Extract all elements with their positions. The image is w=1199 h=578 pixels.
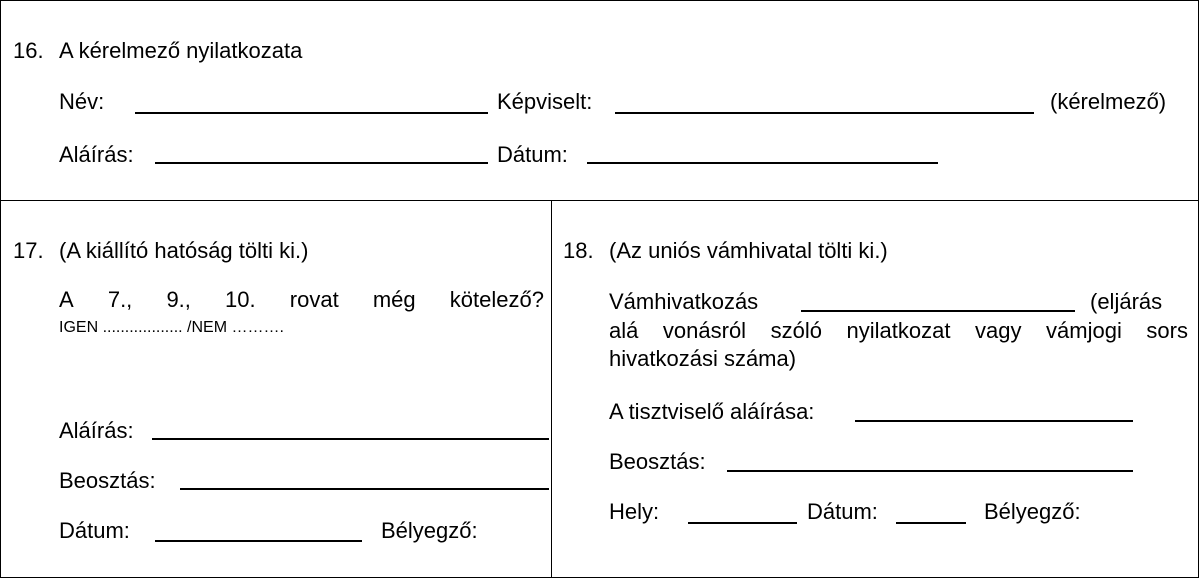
note-word: szóló — [770, 318, 822, 343]
authority-stamp-label: Bélyegző: — [381, 518, 478, 543]
section-18-number: 18. — [563, 238, 594, 263]
yes-no-choice[interactable]: IGEN .................. /NEM ………. — [59, 319, 284, 336]
question-word: kötelező? — [449, 287, 544, 312]
mandatory-question — [59, 289, 544, 311]
represented-field[interactable] — [615, 112, 1034, 114]
customs-ref-label: Vámhivatkozás — [609, 289, 759, 314]
name-field[interactable] — [135, 112, 488, 114]
official-position-field[interactable] — [727, 470, 1133, 472]
customs-ref-note-line2 — [609, 320, 1188, 342]
name-label: Név: — [59, 89, 105, 114]
question-word: 7., — [107, 287, 133, 312]
place-field[interactable] — [688, 522, 797, 524]
section-16-number: 16. — [13, 38, 44, 63]
authority-signature-field[interactable] — [152, 438, 549, 440]
represented-label: Képviselt: — [497, 89, 593, 114]
official-date-label: Dátum: — [807, 499, 878, 524]
note-word: alá — [609, 318, 639, 343]
applicant-date-label: Dátum: — [497, 142, 568, 167]
place-label: Hely: — [609, 499, 660, 524]
applicant-signature-label: Aláírás: — [59, 142, 134, 167]
note-word: vámjogi — [1046, 318, 1122, 343]
section-18-title: (Az uniós vámhivatal tölti ki.) — [609, 238, 888, 263]
authority-date-field[interactable] — [155, 540, 362, 542]
question-word: A — [59, 287, 74, 312]
note-word: vonásról — [662, 318, 747, 343]
section-17-title: (A kiállító hatóság tölti ki.) — [59, 238, 309, 263]
section-16-box — [0, 0, 1199, 201]
applicant-date-field[interactable] — [587, 162, 938, 164]
question-word: 9., — [166, 287, 191, 312]
official-stamp-label: Bélyegző: — [984, 499, 1081, 524]
section-16-title: A kérelmező nyilatkozata — [59, 38, 303, 63]
note-word: vagy — [975, 318, 1022, 343]
authority-signature-label: Aláírás: — [59, 418, 134, 443]
section-17-number: 17. — [13, 238, 44, 263]
question-word: még — [372, 287, 416, 312]
applicant-note: (kérelmező) — [1050, 89, 1167, 114]
note-word: sors — [1146, 318, 1188, 343]
official-date-field[interactable] — [896, 522, 966, 524]
note-word: nyilatkozat — [846, 318, 951, 343]
official-position-label: Beosztás: — [609, 449, 706, 474]
authority-position-field[interactable] — [180, 488, 549, 490]
official-signature-label: A tisztviselő aláírása: — [609, 399, 815, 424]
question-word: rovat — [289, 287, 339, 312]
authority-date-label: Dátum: — [59, 518, 130, 543]
official-signature-field[interactable] — [855, 420, 1133, 422]
authority-position-label: Beosztás: — [59, 468, 156, 493]
question-word: 10. — [225, 287, 256, 312]
applicant-signature-field[interactable] — [155, 162, 488, 164]
customs-ref-note-start: (eljárás — [1090, 289, 1163, 314]
customs-ref-field[interactable] — [801, 310, 1075, 312]
customs-ref-note-line3: hivatkozási száma) — [609, 346, 797, 371]
